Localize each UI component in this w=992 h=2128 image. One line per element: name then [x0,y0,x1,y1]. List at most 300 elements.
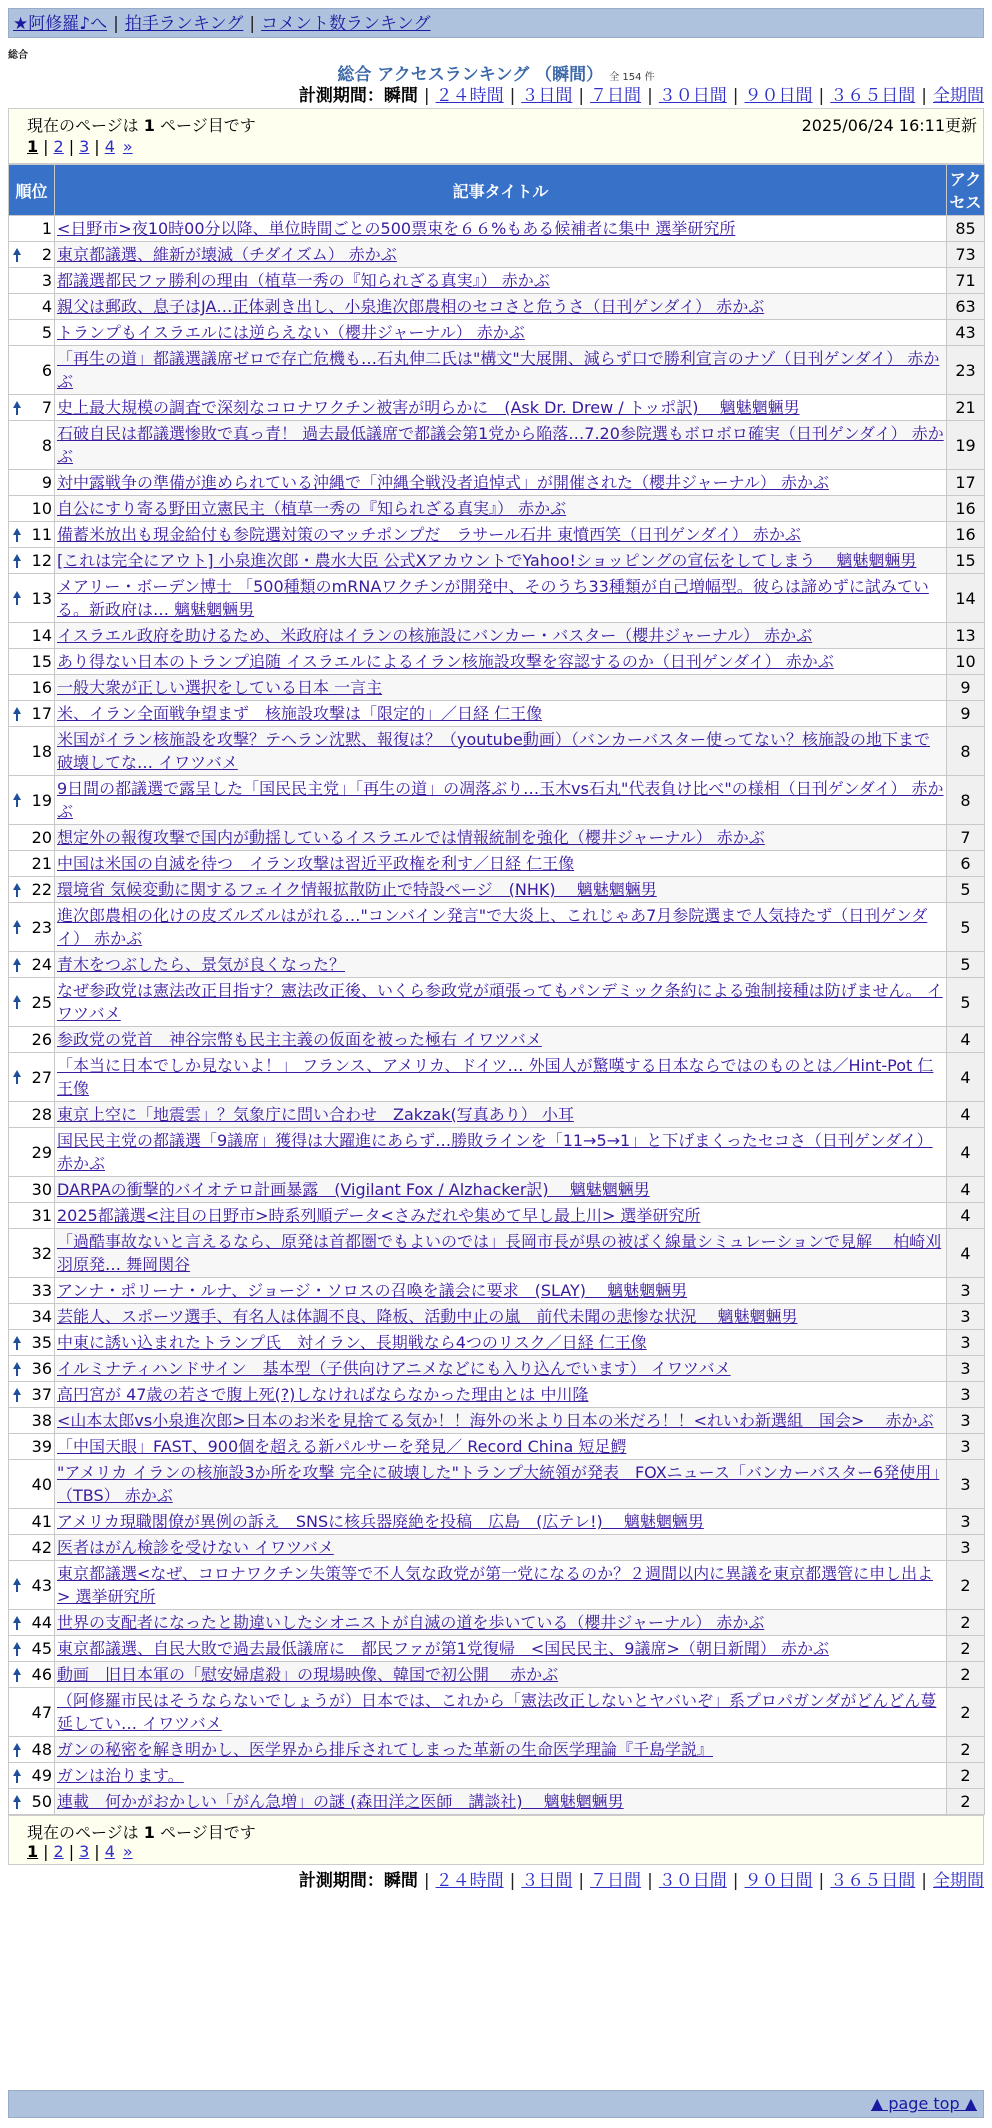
rank-cell [9,1662,55,1688]
article-title-link[interactable]: 親父は郵政、息子はJA…正体剥き出し、小泉進次郎農相のセコさと危うさ（日刊ゲンダイ） 赤かぶ [57,297,765,316]
rank-cell [9,1737,55,1763]
nav-separator: | [249,14,256,34]
rank-up-arrow-icon [13,1070,21,1084]
rank-column-header: 順位 [9,165,55,216]
rank-up-arrow-icon [13,1616,21,1630]
rank-up-arrow-icon [13,1336,21,1350]
period-link[interactable]: ３日間 [521,1871,573,1891]
rank-cell [9,268,55,294]
access-count: 9 [947,675,985,701]
rank-number: 50 [31,1792,52,1811]
access-count: 2 [947,1561,985,1610]
table-row [9,675,985,701]
access-count: 4 [947,1128,985,1177]
article-title-link[interactable]: <山本太郎vs小泉進次郎>日本のお米を見捨てる気か！！海外の米より日本の米だろ！！<れいわ新選組 国会> 赤かぶ [57,1411,934,1430]
access-count: 5 [947,903,985,952]
rank-cell [9,574,55,623]
access-count: 13 [947,623,985,649]
access-count: 14 [947,574,985,623]
rank-number: 38 [31,1411,52,1430]
article-title-link[interactable]: 自公にすり寄る野田立憲民主（植草一秀の『知られざる真実』） 赤かぶ [57,499,567,518]
article-title-link[interactable]: 「本当に日本でしか見ないよ！」 フランス、アメリカ、ドイツ… 外国人が驚嘆する日本ならではのものとは／Hint-Pot 仁王像 [57,1056,934,1098]
page-info-number: 1 [143,116,155,135]
access-count: 3 [947,1278,985,1304]
period-separator: | [423,1871,430,1891]
title-cell [55,216,947,242]
pager-separator: | [94,1842,100,1861]
access-count: 3 [947,1382,985,1408]
title-cell [55,548,947,574]
article-title-link[interactable]: イスラエル政府を助けるため、米政府はイランの核施設にバンカー・バスター（櫻井ジャーナル） 赤かぶ [57,626,813,645]
access-count: 5 [947,952,985,978]
rank-up-arrow-icon [13,401,21,415]
rank-cell [9,701,55,727]
period-link[interactable]: ３日間 [521,86,573,106]
article-title-link[interactable]: 備蓄米放出も現金給付も参院選対策のマッチポンプだ ラサール石井 東憤西笑（日刊ゲンダイ） 赤かぶ [57,525,801,544]
access-count: 3 [947,1509,985,1535]
access-count: 8 [947,727,985,776]
period-separator: | [423,86,430,106]
rank-up-arrow-icon [13,1743,21,1757]
pager-top [27,137,133,156]
article-title-link[interactable]: 国民民主党の都議選「9議席」獲得は大躍進にあらず…勝敗ラインを「11→5→1」と下げまくったセコさ（日刊ゲンダイ） 赤かぶ [57,1131,933,1173]
page-info-suffix: ページ目です [160,1823,256,1842]
title-cell [55,1382,947,1408]
title-cell [55,649,947,675]
title-cell [55,1408,947,1434]
period-link[interactable]: ３０日間 [658,1871,727,1891]
access-count: 2 [947,1662,985,1688]
rank-number: 18 [31,741,52,761]
rank-number: 12 [31,551,52,570]
rank-cell [9,1304,55,1330]
rank-cell [9,1408,55,1434]
rank-cell [9,320,55,346]
rank-cell [9,242,55,268]
period-link[interactable]: ３６５日間 [830,86,916,106]
total-count: 全 154 件 [609,72,655,83]
title-cell [55,978,947,1027]
title-cell [55,1636,947,1662]
period-separator: | [578,1871,585,1891]
period-separator: | [732,86,739,106]
rank-up-arrow-icon [13,1769,21,1783]
article-title-link[interactable]: 「過酷事故ないと言えるなら、原発は首都圏でもよいのでは」長岡市長が県の被ばく線量シミュレーションで見解 柏崎刈羽原発… 舞岡関谷 [57,1232,942,1274]
title-cell [55,1203,947,1229]
table-row [9,1177,985,1203]
article-title-link[interactable]: "アメリカ イランの核施設3か所を攻撃 完全に破壊した"トランプ大統領が発表 FOXニュース「バンカーバスター6発使用」（TBS） 赤かぶ [57,1463,940,1505]
page-info-prefix: 現在のページは [27,1823,139,1842]
table-row [9,242,985,268]
title-cell [55,294,947,320]
title-cell [55,1561,947,1610]
table-row [9,851,985,877]
article-title-link[interactable]: 高円宮が 47歳の若さで腹上死(?)しなければならなかった理由とは 中川隆 [57,1385,589,1404]
title-cell [55,727,947,776]
rank-number: 31 [31,1206,52,1225]
table-row [9,574,985,623]
table-row [9,1304,985,1330]
article-title-link[interactable]: 青木をつぶしたら、景気が良くなった？ [57,955,346,974]
article-title-link[interactable]: 東京都議選<なぜ、コロナワクチン失策等で不人気な政党が第一党になるのか？２週間以内に異議を東京都選管に申し出よ> 選挙研究所 [57,1564,934,1606]
period-link[interactable]: ９０日間 [744,86,813,106]
period-link[interactable]: 全期間 [933,1871,984,1891]
access-count: 8 [947,776,985,825]
title-cell [55,1763,947,1789]
rank-number: 22 [31,880,52,899]
access-count: 5 [947,877,985,903]
article-title-link[interactable]: 「再生の道」都議選議席ゼロで存亡危機も…石丸伸二氏は"構文"大展開、減らず口で勝利宣言のナゾ（日刊ゲンダイ） 赤かぶ [57,349,940,391]
pager-separator: | [68,137,75,156]
access-count: 3 [947,1535,985,1561]
title-cell [55,1304,947,1330]
rank-number: 43 [31,1575,52,1595]
article-title-link[interactable]: 東京都議選、自民大敗で過去最低議席に 都民ファが第1党復帰 <国民民主、9議席>（朝日新聞） 赤かぶ [57,1639,829,1658]
access-count: 3 [947,1304,985,1330]
access-count: 2 [947,1789,985,1815]
access-count: 4 [947,1053,985,1102]
article-title-link[interactable]: 連載 何かがおかしい「がん急増」の謎 (森田洋之医師 講談社) 魑魅魍魎男 [57,1792,624,1811]
section-label: 総合 [8,50,28,61]
article-title-link[interactable]: 中東に誘い込まれたトランプ氏 対イラン、長期戦なら4つのリスク／日経 仁王像 [57,1333,647,1352]
rank-up-arrow-icon [13,707,21,721]
article-title-link[interactable]: <日野市>夜10時00分以降、単位時間ごとの500票束を６６%もある候補者に集中 選挙研究所 [57,219,736,238]
comment-ranking-link[interactable]: コメント数ランキング [261,14,431,34]
period-link[interactable]: ７日間 [590,86,642,106]
rank-number: 9 [41,473,52,492]
rank-cell [9,1027,55,1053]
period-link[interactable]: ７日間 [590,1871,642,1891]
access-count: 21 [947,395,985,421]
table-row [9,548,985,574]
rank-number: 7 [41,398,52,417]
title-cell [55,1610,947,1636]
table-row [9,1278,985,1304]
article-title-link[interactable]: 芸能人、スポーツ選手、有名人は体調不良、降板、活動中止の嵐 前代未聞の悲惨な状況 魑魅魍魎男 [57,1307,798,1326]
title-cell [55,701,947,727]
rank-number: 10 [31,499,52,518]
table-row [9,320,985,346]
current-page-info-bottom [27,1820,256,1843]
period-label: 計測期間： [298,86,384,106]
rank-cell [9,496,55,522]
rank-number: 35 [31,1333,52,1352]
rank-cell [9,727,55,776]
access-count: 43 [947,320,985,346]
ranking-table [8,164,985,1815]
title-cell [55,496,947,522]
article-title-link[interactable]: 一般大衆が正しい選択をしている日本 一言主 [57,678,383,697]
rank-number: 28 [31,1105,52,1124]
title-cell [55,1278,947,1304]
rank-cell [9,1128,55,1177]
page-title [0,60,992,85]
access-count: 3 [947,1434,985,1460]
table-row [9,1128,985,1177]
table-row [9,470,985,496]
pager-page-link[interactable]: 2 [53,1842,64,1861]
pager-page-link[interactable]: 2 [53,137,64,156]
title-cell [55,1737,947,1763]
pager-current-page: 1 [27,1842,39,1861]
period-selector-bottom [299,1869,984,1893]
article-title-link[interactable]: イルミナティハンドサイン 基本型（子供向けアニメなどにも入り込んでいます） イワツバメ [57,1359,731,1378]
rank-number: 8 [41,435,52,455]
table-row [9,346,985,395]
period-link[interactable]: ９０日間 [744,1871,813,1891]
article-title-link[interactable]: ガンの秘密を解き明かし、医学界から排斥されてしまった革新の生命医学理論『千島学説』 [57,1740,714,1759]
table-row [9,649,985,675]
article-title-link[interactable]: メアリー・ボーデン博士 「500種類のmRNAワクチンが開発中、そのうち33種類が自己増幅型。彼らは諦めずに試みている。新政府は… 魑魅魍魎男 [57,577,929,619]
period-link[interactable]: ２４時間 [435,1871,504,1891]
access-count: 4 [947,1027,985,1053]
access-count: 3 [947,1330,985,1356]
rank-cell [9,649,55,675]
article-title-link[interactable]: あり得ない日本のトランプ追随 イスラエルによるイラン核施設攻撃を容認するのか（日刊ゲンダイ） 赤かぶ [57,652,834,671]
table-row [9,216,985,242]
access-count: 2 [947,1610,985,1636]
period-label: 計測期間： [298,1871,384,1891]
rank-number: 44 [31,1613,52,1632]
table-row [9,1662,985,1688]
pager-separator: | [43,1842,49,1861]
page-top-link[interactable]: ▲ page top ▲ [870,2094,977,2113]
rank-cell [9,1053,55,1102]
table-row [9,1027,985,1053]
table-row [9,496,985,522]
article-title-link[interactable]: 世界の支配者になったと勘違いしたシオニストが自滅の道を歩いている（櫻井ジャーナル） 赤かぶ [57,1613,765,1632]
article-title-link[interactable]: 環境省 気候変動に関するフェイク情報拡散防止で特設ページ (NHK) 魑魅魍魎男 [57,880,657,899]
page-info-prefix: 現在のページは [27,116,139,135]
rank-number: 21 [31,854,52,873]
pager-page-link[interactable]: 3 [79,1842,90,1861]
rank-cell [9,1203,55,1229]
rank-number: 6 [41,360,52,380]
rank-number: 26 [31,1030,52,1049]
access-count: 6 [947,851,985,877]
title-cell [55,825,947,851]
rank-up-arrow-icon [13,995,21,1009]
rank-cell [9,421,55,470]
rank-up-arrow-icon [13,1642,21,1656]
title-cell [55,1535,947,1561]
table-row [9,1102,985,1128]
access-count: 2 [947,1688,985,1737]
table-row [9,1789,985,1815]
rank-up-arrow-icon [13,1795,21,1809]
access-count: 71 [947,268,985,294]
access-count: 17 [947,470,985,496]
article-title-link[interactable]: 都議選都民ファ勝利の理由（植草一秀の『知られざる真実』） 赤かぶ [57,271,550,290]
table-row [9,952,985,978]
rank-number: 14 [31,626,52,645]
access-count: 2 [947,1763,985,1789]
rank-number: 25 [31,992,52,1012]
access-count: 16 [947,522,985,548]
pager-page-link[interactable]: 4 [104,1842,115,1861]
pager-next-link[interactable]: » [122,1842,133,1861]
rank-number: 16 [31,678,52,697]
rank-cell [9,1610,55,1636]
article-title-link[interactable]: 対中露戦争の準備が進められている沖縄で「沖縄全戦没者追悼式」が開催された（櫻井ジャーナル） 赤かぶ [57,473,829,492]
rank-number: 29 [31,1142,52,1162]
table-row [9,421,985,470]
rank-up-arrow-icon [13,883,21,897]
rank-number: 46 [31,1665,52,1684]
table-row [9,1636,985,1662]
rank-number: 15 [31,652,52,671]
article-title-link[interactable]: 「中国天眼」FAST、900個を超える新パルサーを発見／ Record China 短足鰐 [57,1437,627,1456]
table-row [9,1610,985,1636]
page-info-suffix: ページ目です [160,116,256,135]
period-separator: | [732,1871,739,1891]
rank-number: 1 [41,219,52,238]
access-count: 2 [947,1636,985,1662]
article-title-link[interactable]: 中国は米国の自滅を待つ イラン攻撃は習近平政権を利す／日経 仁王像 [57,854,575,873]
table-row [9,522,985,548]
rank-number: 42 [31,1538,52,1557]
rank-cell [9,1278,55,1304]
title-cell [55,242,947,268]
period-link[interactable]: ２４時間 [435,86,504,106]
article-title-link[interactable]: 石破自民は都議選惨敗で真っ青！ 過去最低議席で都議会第1党から陥落…7.20参院選もボロボロ確実（日刊ゲンダイ） 赤かぶ [57,424,944,466]
period-current: 瞬間 [383,1871,418,1891]
table-row [9,294,985,320]
rank-cell [9,851,55,877]
article-title-link[interactable]: DARPAの衝撃的バイオテロ計画暴露 (Vigilant Fox / Alzhacker訳) 魑魅魍魎男 [57,1180,650,1199]
rank-number: 48 [31,1740,52,1759]
period-link[interactable]: ３６５日間 [830,1871,916,1891]
access-count: 10 [947,649,985,675]
rank-cell [9,877,55,903]
title-cell [55,1229,947,1278]
access-count: 7 [947,825,985,851]
article-title-link[interactable]: 想定外の報復攻撃で国内が動揺しているイスラエルでは情報統制を強化（櫻井ジャーナル） 赤かぶ [57,828,765,847]
rank-number: 49 [31,1766,52,1785]
title-cell [55,1460,947,1509]
table-row [9,727,985,776]
table-row [9,1053,985,1102]
title-cell [55,1688,947,1737]
title-cell [55,623,947,649]
title-cell [55,395,947,421]
rank-cell [9,395,55,421]
title-column-header: 記事タイトル [55,165,947,216]
rank-cell [9,1356,55,1382]
rank-up-arrow-icon [13,591,21,605]
table-row [9,1203,985,1229]
article-title-link[interactable]: 参政党の党首 神谷宗幣も民主主義の仮面を被った極右 イワツバメ [57,1030,542,1049]
rank-up-arrow-icon [13,1668,21,1682]
rank-number: 47 [31,1702,52,1722]
rank-up-arrow-icon [13,920,21,934]
period-link[interactable]: 全期間 [933,86,984,106]
article-title-link[interactable]: 東京上空に「地震雲」？気象庁に問い合わせ Zakzak(写真あり） 小耳 [57,1105,574,1124]
article-title-link[interactable]: 2025都議選<注目の日野市>時系列順データ<さみだれや集めて早し最上川> 選挙研究所 [57,1206,701,1225]
rank-cell [9,470,55,496]
title-cell [55,1027,947,1053]
table-row [9,877,985,903]
rank-up-arrow-icon [13,958,21,972]
rank-cell [9,978,55,1027]
title-cell [55,877,947,903]
table-row [9,1229,985,1278]
table-row [9,1535,985,1561]
title-cell [55,1330,947,1356]
rank-cell [9,1102,55,1128]
rank-number: 27 [31,1067,52,1087]
article-title-link[interactable]: アンナ・ポリーナ・ルナ、ジョージ・ソロスの召喚を議会に要求 (SLAY) 魑魅魍魎男 [57,1281,688,1300]
rank-number: 19 [31,790,52,810]
access-count: 3 [947,1460,985,1509]
article-title-link[interactable]: なぜ参政党は憲法改正目指す？憲法改正後、いくら参政党が頑張ってもパンデミック条約による強制接種は防げません。 イワツバメ [57,981,943,1023]
applause-ranking-link[interactable]: 拍手ランキング [124,14,244,34]
access-count: 63 [947,294,985,320]
article-title-link[interactable]: 9日間の都議選で露呈した「国民民主党」「再生の道」の凋落ぶり…玉木vs石丸"代表負け比べ"の様相（日刊ゲンダイ） 赤かぶ [57,779,944,821]
current-page-info [27,113,256,136]
pager-separator: | [68,1842,75,1861]
article-title-link[interactable]: 医者はがん検診を受けない イワツバメ [57,1538,334,1557]
access-count: 15 [947,548,985,574]
home-link[interactable]: ★阿修羅♪へ [13,14,108,34]
article-title-link[interactable]: 米、イラン全面戦争望まず 核施設攻撃は「限定的」／日経 仁王像 [57,704,543,723]
rank-cell [9,1763,55,1789]
title-cell [55,1662,947,1688]
pager-next-link[interactable]: » [122,137,133,156]
period-separator: | [818,86,825,106]
article-title-link[interactable]: 史上最大規模の調査で深刻なコロナワクチン被害が明らかに (Ask Dr. Drew / トッポ訳) 魑魅魍魎男 [57,398,800,417]
period-link[interactable]: ３０日間 [658,86,727,106]
page-info-panel-bottom [8,1815,984,1865]
rank-number: 11 [31,525,52,544]
article-title-link[interactable]: トランプもイスラエルには逆らえない（櫻井ジャーナル） 赤かぶ [57,323,525,342]
article-title-link[interactable]: ガンは治ります。 [57,1766,184,1785]
rank-cell [9,346,55,395]
rank-number: 4 [41,297,52,316]
rank-up-arrow-icon [13,554,21,568]
article-title-link[interactable]: 進次郎農相の化けの皮ズルズルはがれる…"コンバイン発言"で大炎上、これじゃあ7月参院選まで人気持たず（日刊ゲンダイ） 赤かぶ [57,906,928,948]
title-cell [55,522,947,548]
table-row [9,1356,985,1382]
title-cell [55,675,947,701]
article-title-link[interactable]: [これは完全にアウト] 小泉進次郎・農水大臣 公式XアカウントでYahoo!ショッピングの宣伝をしてしまう 魑魅魍魎男 [57,551,917,570]
rank-number: 34 [31,1307,52,1326]
table-row [9,1460,985,1509]
article-title-link[interactable]: 東京都議選、維新が壊滅（チダイズム） 赤かぶ [57,245,397,264]
rank-cell [9,675,55,701]
rank-up-arrow-icon [13,528,21,542]
updated-timestamp: 2025/06/24 16:11更新 [801,116,977,135]
rank-cell [9,1636,55,1662]
article-title-link[interactable]: 米国がイラン核施設を攻撃？テヘラン沈黙、報復は？（youtube動画）（バンカーバスター使ってない？核施設の地下まで破壊してな… イワツバメ [57,730,931,772]
article-title-link[interactable]: 動画 旧日本軍の「慰安婦虐殺」の現場映像、韓国で初公開 赤かぶ [57,1665,559,1684]
article-title-link[interactable]: （阿修羅市民はそうならないでしょうが）日本では、これから「憲法改正しないとヤバいぞ」系プロパガンダがどんどん蔓延してい… イワツバメ [57,1691,937,1733]
table-row [9,776,985,825]
table-row [9,825,985,851]
table-row [9,1509,985,1535]
rank-number: 2 [41,245,52,264]
table-row [9,903,985,952]
rank-cell [9,216,55,242]
footer-bar [8,2090,984,2118]
pager-page-link[interactable]: 4 [104,137,115,156]
rank-cell [9,1330,55,1356]
pager-page-link[interactable]: 3 [79,137,90,156]
article-title-link[interactable]: アメリカ現職閣僚が異例の訴え SNSに核兵器廃絶を投稿 広島 (広テレ!) 魑魅魍魎男 [57,1512,704,1531]
rank-number: 5 [41,323,52,342]
rank-number: 36 [31,1359,52,1378]
title-cell [55,268,947,294]
